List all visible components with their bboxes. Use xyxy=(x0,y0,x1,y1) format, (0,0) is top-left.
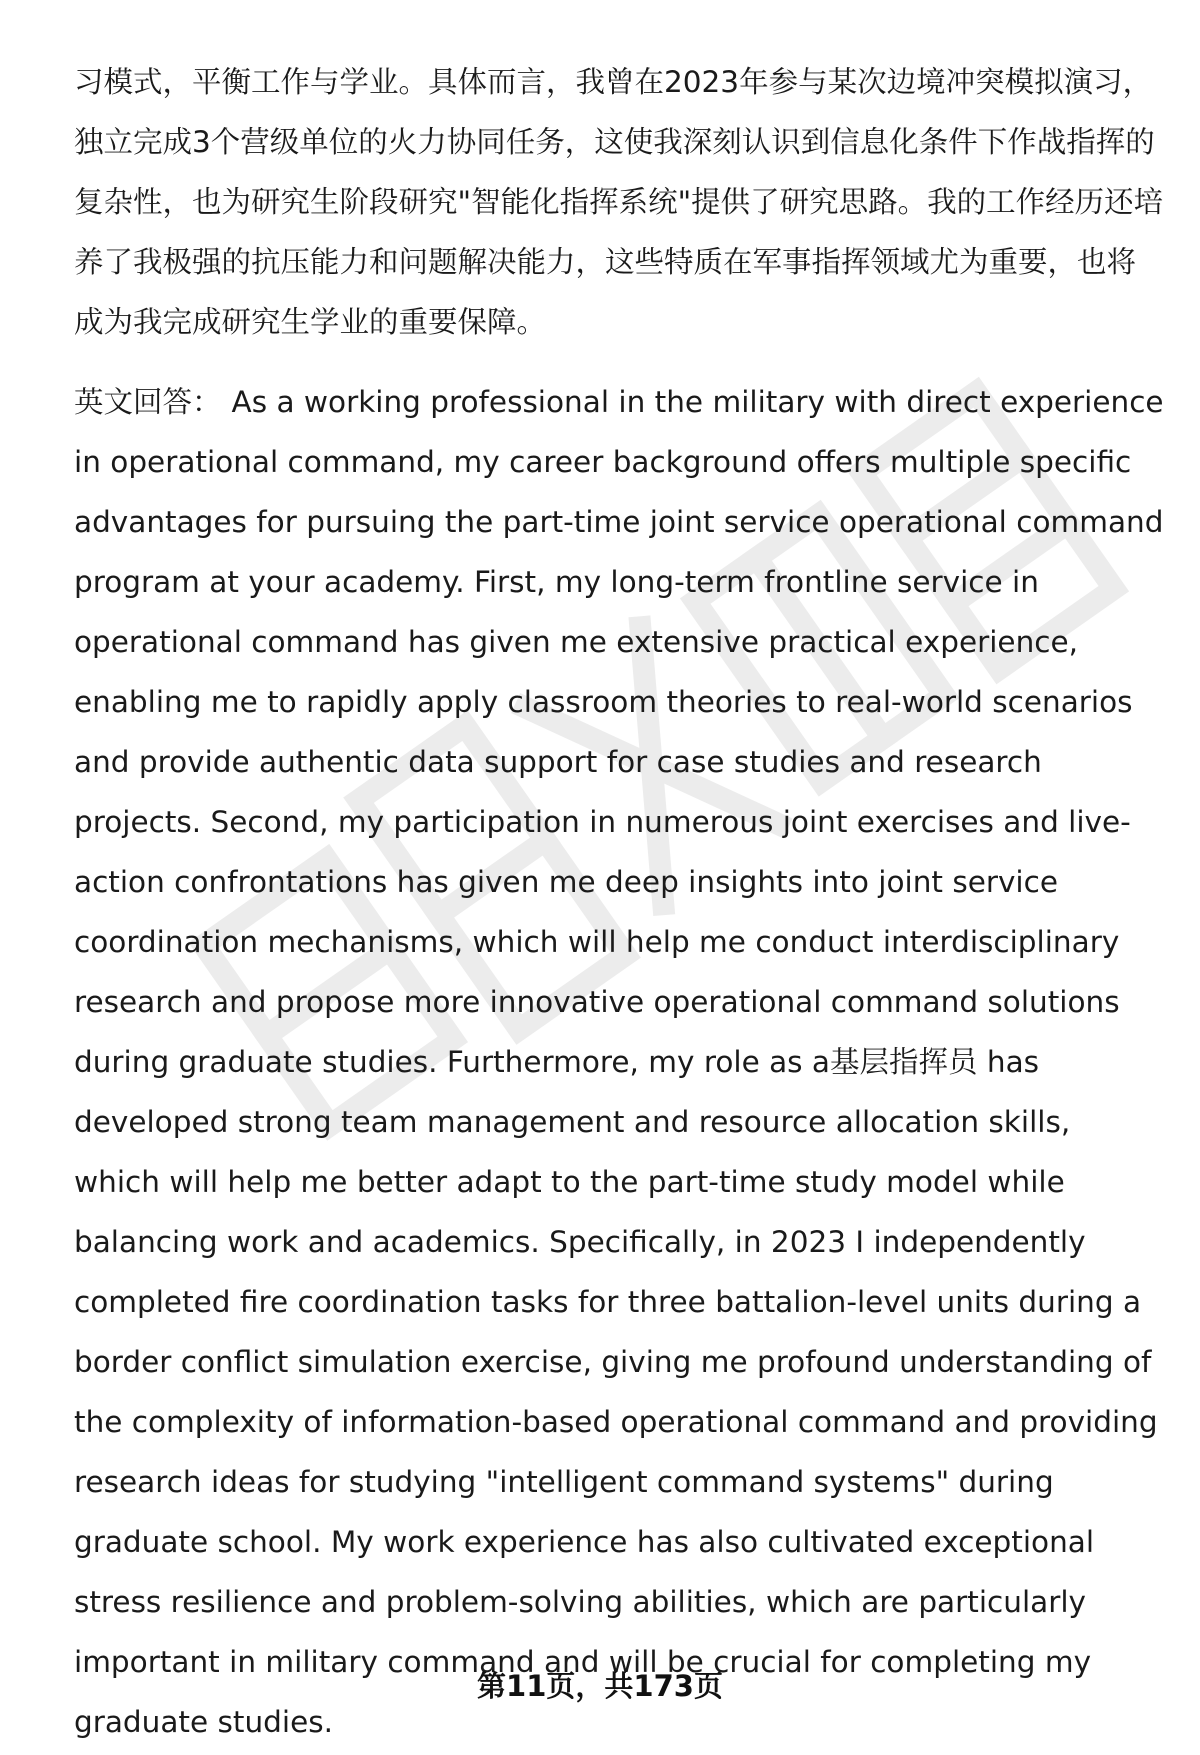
chinese-answer-paragraph: 习模式，平衡工作与学业。具体而言，我曾在2023年参与某次边境冲突模拟演习，独立完成3个营级单位的火力协同任务，这使我深刻认识到信息化条件下作战指挥的复杂性，也为研究生阶段研究"智能化指挥系统"提供了研究思路。我的工作经历还培养了我极强的抗压能力和问题解决能力，这些特质在军事指挥领域尤为重要，也将成为我完成研究生学业的重要保障。 xyxy=(74,65,1164,339)
english-answer-paragraph xyxy=(74,372,1164,1752)
english-answer-label: 英文回答： xyxy=(74,385,222,419)
english-answer-text: As a working professional in the military with direct experience in operational command, my career background offers multiple specific advantages for pursuing the part-time joint service operational command program at your academy. First, my long-term frontline service in operational command has given me extensive practical experience, enabling me to rapidly apply classroom theories to real-world scenarios and provide authentic data support for case studies and research projects. Second, my participation in numerous joint exercises and live-action confrontations has given me deep insights into joint service coordination mechanisms, which will help me conduct interdisciplinary research and propose more innovative operational command solutions during graduate studies. Furthermore, my role as a基层指挥员 has developed strong team management and resource allocation skills, which will help me better adapt to the part-time study model while balancing work and academics. Specifically, in 2023 I independently completed fire coordination tasks for three battalion-level units during a border conflict simulation exercise, giving me profound understanding of the complexity of information-based operational command and providing research ideas for studying "intelligent command systems" during graduate school. My work experience has also cultivated exceptional stress resilience and problem-solving abilities, which are particularly important in military command and will be crucial for completing my graduate studies. xyxy=(74,385,1164,1739)
page-number-footer: 第11页，共173页 xyxy=(477,1669,723,1703)
document-body xyxy=(74,52,1164,1752)
